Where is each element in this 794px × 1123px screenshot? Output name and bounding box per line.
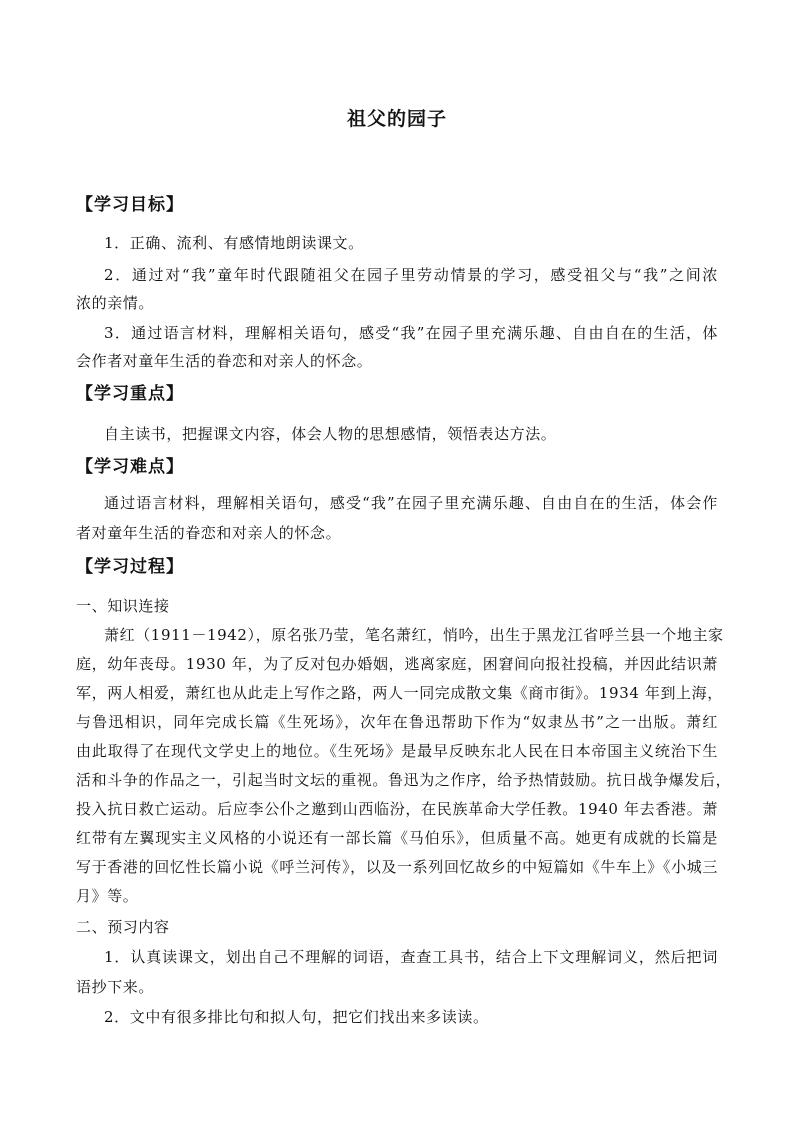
section-title-preview: 二、预习内容 [76, 918, 170, 936]
key-point-line: 自主读书，把握课文内容，体会人物的思想感情，领悟表达方法。 [104, 425, 557, 443]
section-title-knowledge: 一、知识连接 [76, 597, 170, 615]
paragraph-line: 活和斗争的作品之一，引起当时文坛的重视。鲁迅为之作序，给予热情鼓励。抗日战争爆发后， [76, 771, 732, 789]
goal-line: 2．通过对“我”童年时代跟随祖父在园子里劳动情景的学习，感受祖父与“我”之间浓 [104, 266, 718, 284]
paragraph-line: 由此取得了在现代文学史上的地位。《生死场》是最早反映东北人民在日本帝国主义统治下生 [76, 742, 718, 760]
heading-difficulties: 【学习难点】 [76, 457, 184, 477]
goal-line: 1．正确、流利、有感情地朗读课文。 [104, 234, 364, 252]
paragraph-line: 与鲁迅相识，同年完成长篇《生死场》，次年在鲁迅帮助下作为“奴隶丛书”之一出版。萧红 [76, 713, 718, 731]
heading-learning-goals: 【学习目标】 [76, 195, 184, 215]
preview-line: 语抄下来。 [76, 978, 155, 996]
paragraph-line: 庭，幼年丧母。1930 年，为了反对包办婚姻，逃离家庭，困窘间向报社投稿，并因此结识萧 [76, 655, 718, 673]
goal-line: 3．通过语言材料，理解相关语句，感受“我”在园子里充满乐趣、自由自在的生活，体 [104, 324, 718, 342]
heading-learning-process: 【学习过程】 [76, 557, 184, 577]
paragraph-line: 写于香港的回忆性长篇小说《呼兰河传》，以及一系列回忆故乡的中短篇如《牛车上》《小城三 [76, 858, 718, 876]
goal-line: 会作者对童年生活的眷恋和对亲人的怀念。 [76, 352, 373, 370]
goal-line: 浓的亲情。 [76, 294, 155, 312]
difficulty-line: 者对童年生活的眷恋和对亲人的怀念。 [76, 524, 342, 542]
paragraph-line: 投入抗日救亡运动。后应李公仆之邀到山西临汾，在民族革命大学任教。1940 年去香港。萧 [76, 800, 718, 818]
heading-key-points: 【学习重点】 [76, 384, 184, 404]
page-title: 祖父的园子 [346, 108, 447, 130]
paragraph-line: 萧红（1911－1942），原名张乃莹，笔名萧红，悄吟，出生于黑龙江省呼兰县一个地主家 [104, 626, 724, 644]
paragraph-line: 月》等。 [76, 887, 139, 905]
preview-line: 2．文中有很多排比句和拟人句，把它们找出来多读读。 [104, 1008, 489, 1026]
paragraph-line: 军，两人相爱，萧红也从此走上写作之路，两人一同完成散文集《商市街》。1934 年到上海， [76, 684, 723, 702]
preview-line: 1．认真读课文，划出自己不理解的词语，查查工具书，结合上下文理解词义，然后把词 [104, 948, 718, 966]
paragraph-line: 红带有左翼现实主义风格的小说还有一部长篇《马伯乐》，但质量不高。她更有成就的长篇是 [76, 829, 718, 847]
difficulty-line: 通过语言材料，理解相关语句，感受“我”在园子里充满乐趣、自由自在的生活，体会作 [104, 494, 718, 512]
